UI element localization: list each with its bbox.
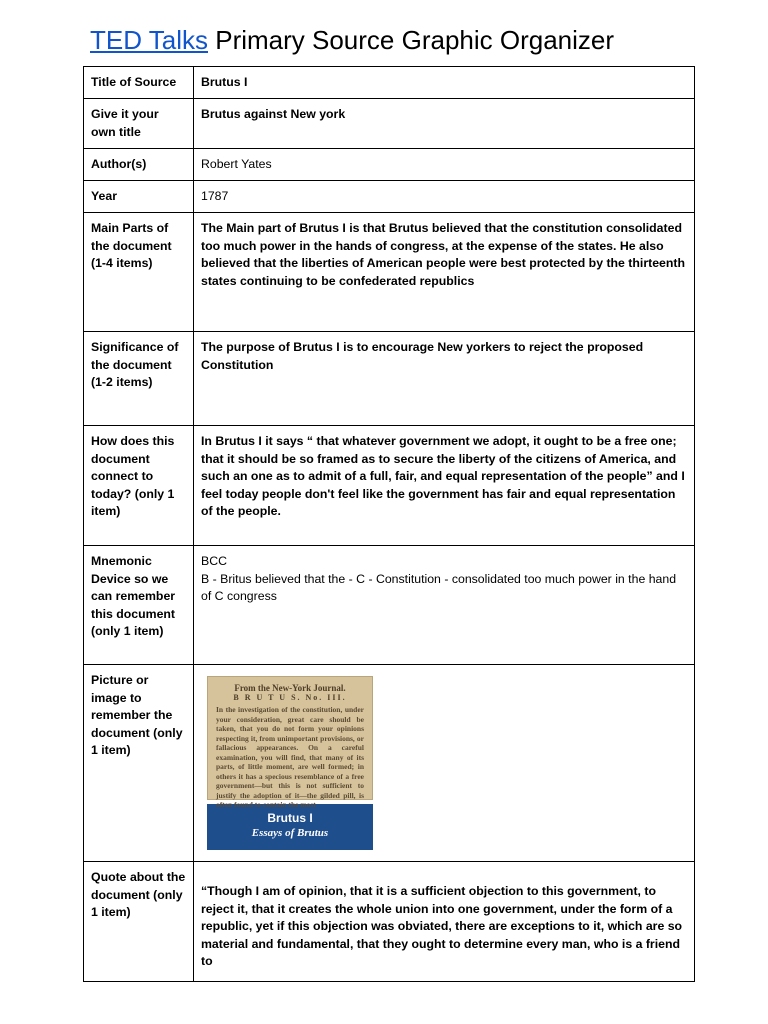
row-label-main-parts: Main Parts of the document (1-4 items) xyxy=(84,213,194,332)
banner-title: Brutus I xyxy=(267,811,313,825)
page-title-text: Primary Source Graphic Organizer xyxy=(208,25,615,55)
row-label-authors: Author(s) xyxy=(84,149,194,181)
table-row xyxy=(84,67,695,99)
row-label-quote: Quote about the document (only 1 item) xyxy=(84,862,194,982)
row-value-year: 1787 xyxy=(194,181,695,213)
table-row xyxy=(84,181,695,213)
row-label-picture: Picture or image to remember the document (only 1 item) xyxy=(84,665,194,862)
row-label-own-title: Give it your own title xyxy=(84,99,194,149)
newspaper-clipping xyxy=(207,676,373,809)
row-value-connect-today: In Brutus I it says “ that whatever government we adopt, it ought to be a free one; that it should be so framed as to secure the liberty of the citizens of America, and such an one as to admit of a full, fair, and equal representation of the people” and I feel today people don't feel like the government has fair and equal representation of the people. xyxy=(194,426,695,546)
row-label-significance: Significance of the document (1-2 items) xyxy=(84,332,194,426)
ted-talks-link[interactable]: TED Talks xyxy=(90,25,208,55)
row-value-own-title: Brutus against New york xyxy=(194,99,695,149)
row-label-mnemonic: Mnemonic Device so we can remember this document (only 1 item) xyxy=(84,546,194,665)
row-value-mnemonic: BCC B - Britus believed that the - C - Constitution - consolidated too much power in the hand of C congress xyxy=(194,546,695,665)
row-value-main-parts: The Main part of Brutus I is that Brutus believed that the constitution consolidated too much power in the hands of congress, at the expense of the states. He also believed that the liberties of American people were best protected by the thirteenth states continuing to be confederated republics xyxy=(194,213,695,332)
table-row xyxy=(84,862,695,982)
row-value-quote xyxy=(194,862,695,982)
clipping-subheading: B R U T U S. No. III. xyxy=(233,693,347,702)
banner-subtitle: Essays of Brutus xyxy=(251,827,329,839)
row-value-authors: Robert Yates xyxy=(194,149,695,181)
table-row xyxy=(84,332,695,426)
brutus-banner xyxy=(207,804,373,850)
organizer-table xyxy=(83,66,695,982)
row-label-title-of-source: Title of Source xyxy=(84,67,194,99)
row-value-title-of-source: Brutus I xyxy=(194,67,695,99)
row-value-significance: The purpose of Brutus I is to encourage New yorkers to reject the proposed Constitution xyxy=(194,332,695,426)
row-value-picture xyxy=(194,665,695,862)
clipping-heading: From the New-York Journal. xyxy=(234,683,346,693)
row-label-connect-today: How does this document connect to today? (only 1 item) xyxy=(84,426,194,546)
quote-text: “Though I am of opinion, that it is a sufficient objection to this government, to reject it, that it creates the whole union into one government, under the form of a republic, yet if this objection was obviated, there are exceptions to it, which are so material and fundamental, that they ought to determine every man, who is a friend to xyxy=(201,884,683,968)
table-row xyxy=(84,546,695,665)
table-row xyxy=(84,426,695,546)
table-row xyxy=(84,149,695,181)
table-row xyxy=(84,665,695,862)
table-row xyxy=(84,99,695,149)
row-label-year: Year xyxy=(84,181,194,213)
page-title xyxy=(90,22,614,58)
brutus-image xyxy=(207,672,373,850)
table-row xyxy=(84,213,695,332)
clipping-body: In the investigation of the constitution, under your consideration, great care should be taken, that you do not form your opinions respecting it, from unimportant provisions, or fallacious appearances. On a careful examination, you will find, that many of its parts, of little moment, are well formed; in others it has a specious resemblance of a free government—but this is not sufficient to justify the adoption of it—the gilded pill, is often found to contain the most xyxy=(216,705,364,809)
